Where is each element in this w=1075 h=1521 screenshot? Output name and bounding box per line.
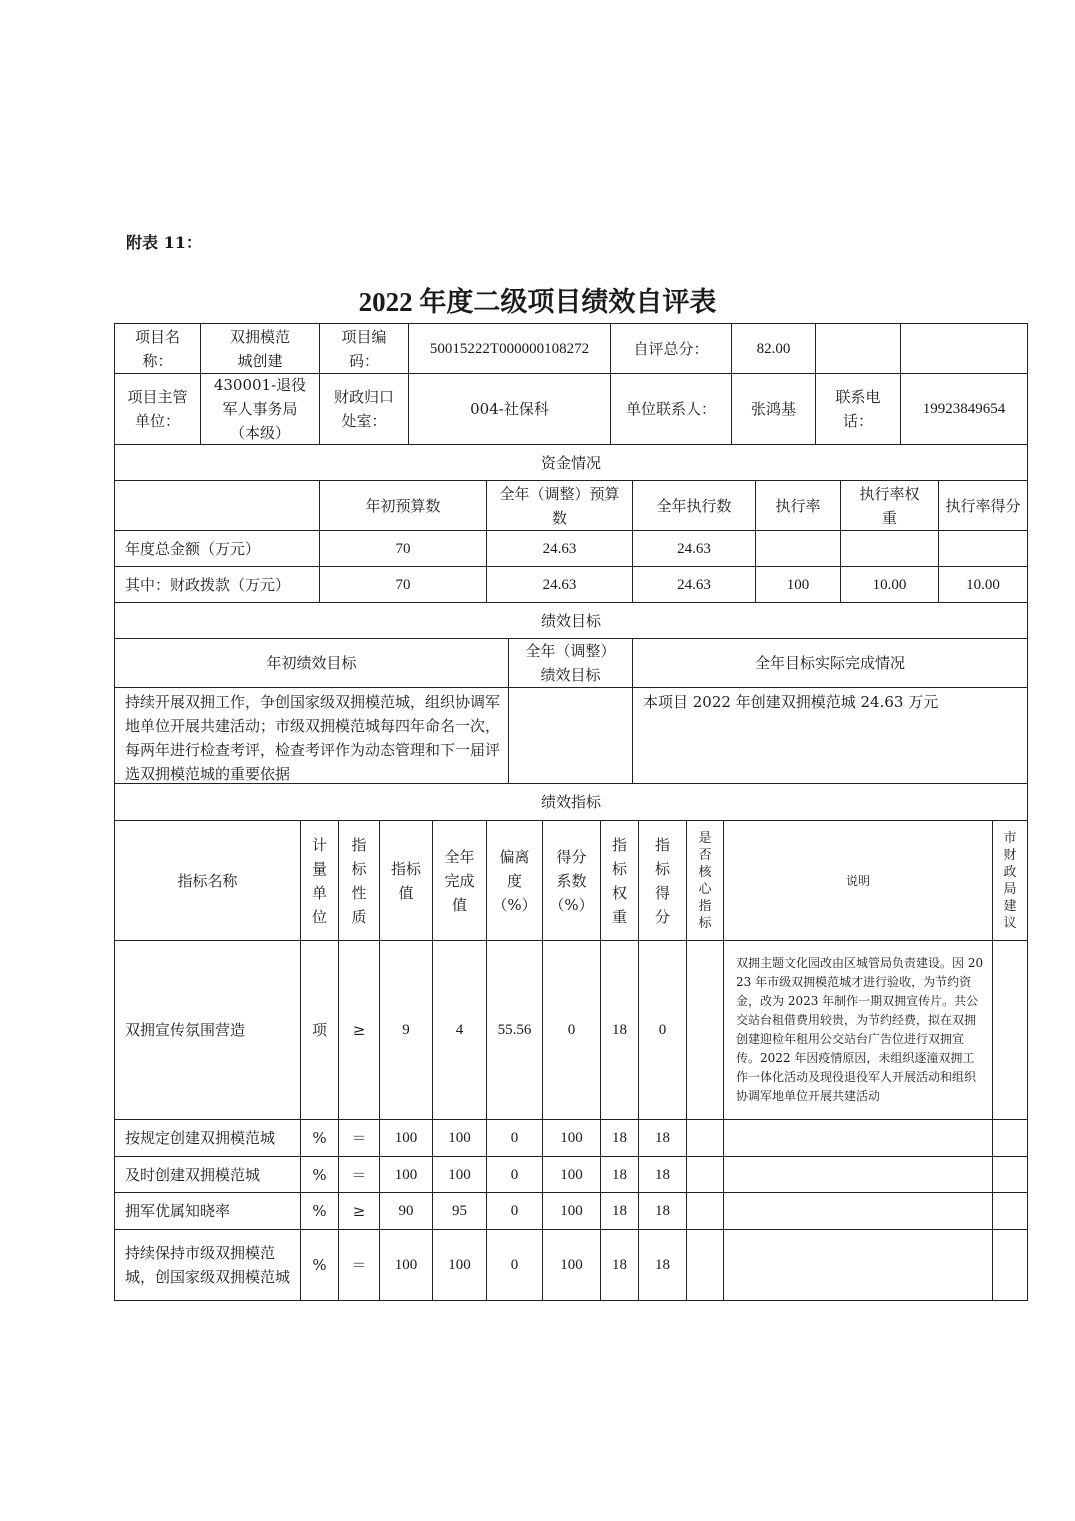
ind-row-value: 100	[394, 1130, 418, 1146]
ind-row-note	[724, 1120, 992, 1156]
contact-value: 张鸿基	[750, 400, 796, 418]
ind-row-suggest	[993, 1193, 1027, 1229]
ind-row-deviation: 0	[510, 1257, 519, 1273]
ind-row-core	[687, 1230, 723, 1300]
indicators-section-title: 绩效指标	[540, 793, 601, 811]
self-score-label: 自评总分：	[633, 339, 709, 358]
self-score-value: 82.00	[756, 340, 791, 357]
ind-row-unit: 项	[311, 1021, 327, 1039]
funds-header-score: 执行率得分	[945, 496, 1021, 515]
ind-row-completed: 100	[448, 1130, 471, 1146]
ind-row-unit: %	[312, 1256, 327, 1274]
funds-row-rate	[756, 531, 840, 566]
ind-row-name: 及时创建双拥模范城	[125, 1165, 261, 1184]
ind-header-value: 指标值	[390, 859, 421, 902]
ind-row-score: 18	[655, 1166, 670, 1183]
ind-row-deviation: 0	[510, 1203, 519, 1219]
ind-row-deviation: 55.56	[497, 1022, 532, 1038]
finance-office-label: 财政归口处室：	[333, 388, 394, 430]
ind-row-suggest	[993, 1157, 1027, 1192]
ind-row-name: 持续保持市级双拥模范城，创国家级双拥模范城	[125, 1244, 291, 1286]
ind-header-score: 指标得分	[654, 835, 670, 926]
ind-row-coef: 100	[560, 1130, 583, 1146]
ind-row-nature: ≥	[352, 1202, 366, 1220]
page-title: 2022 年度二级项目绩效自评表	[358, 287, 717, 317]
ind-row-deviation: 0	[510, 1166, 519, 1183]
ind-row-suggest	[993, 941, 1027, 1119]
ind-row-value: 100	[394, 1257, 418, 1273]
dept-label: 项目主管单位：	[127, 388, 188, 430]
ind-header-nature: 指标性质	[351, 835, 367, 926]
ind-row-unit: %	[312, 1129, 327, 1147]
ind-row-score: 18	[655, 1130, 670, 1146]
project-name-label: 项目名称：	[134, 327, 180, 370]
ind-row-name: 拥军优属知晓率	[125, 1202, 231, 1220]
goals-adjusted-text	[509, 688, 632, 783]
ind-row-score: 0	[658, 1022, 667, 1038]
ind-header-suggest: 市财政局建议	[1003, 830, 1017, 931]
funds-row-score: 10.00	[966, 576, 1000, 593]
ind-row-nature: ＝	[351, 1256, 367, 1274]
phone-value: 19923849654	[922, 401, 1006, 417]
project-code-value: 50015222T000000108272	[429, 340, 590, 357]
goals-initial-text: 持续开展双拥工作，争创国家级双拥模范城，组织协调军地单位开展共建活动；市级双拥模范城每四年命名一次，每两年进行检查考评，检查考评作为动态管理和下一届评选双拥模范城的重要依据	[125, 693, 501, 783]
ind-row-note	[724, 1193, 992, 1229]
goals-header-initial: 年初绩效目标	[266, 654, 357, 672]
funds-header-rate: 执行率	[775, 496, 821, 515]
goals-header-actual: 全年目标实际完成情况	[754, 654, 905, 672]
ind-row-core	[687, 1157, 723, 1192]
ind-row-completed: 100	[448, 1166, 471, 1183]
ind-row-name: 双拥宣传氛围营造	[125, 1021, 246, 1039]
ind-row-weight: 18	[612, 1130, 627, 1146]
attachment-label: 附表 11：	[126, 233, 202, 252]
finance-office-value: 004-社保科	[470, 400, 549, 418]
funds-row-score	[939, 531, 1027, 566]
ind-row-value: 100	[394, 1166, 418, 1183]
dept-value: 430001-退役军人事务局（本级）	[213, 376, 307, 442]
ind-row-suggest	[993, 1120, 1027, 1156]
goals-section-title: 绩效目标	[540, 611, 601, 630]
funds-header-adjusted: 全年（调整）预算数	[499, 484, 620, 527]
ind-row-deviation: 0	[510, 1130, 519, 1146]
ind-row-weight: 18	[612, 1203, 627, 1219]
ind-row-note: 双拥主题文化园改由区城管局负责建设。因 2023 年市级双拥模范城才进行验收，为节约资金，改为 2023 年制作一期双拥宣传片。共公交站台租借费用较贵，为节约经费，拟在双拥创建迎检年租用公交站台广告位进行双拥宣传。2022 年因疫情原因，未组织逐潼双拥工作一体化活动及现役退役军人开展活动和组织协调军地单位开展共建活动	[736, 956, 984, 1103]
ind-row-coef: 0	[567, 1022, 576, 1038]
ind-row-value: 9	[402, 1022, 410, 1038]
ind-row-coef: 100	[560, 1257, 583, 1273]
ind-row-note	[724, 1157, 992, 1192]
ind-row-note	[724, 1230, 992, 1300]
contact-label: 单位联系人：	[625, 400, 716, 418]
ind-row-value: 90	[398, 1203, 414, 1219]
ind-row-completed: 100	[448, 1257, 471, 1273]
ind-row-suggest	[993, 1230, 1027, 1300]
ind-row-nature: ≥	[352, 1021, 366, 1039]
ind-row-unit: %	[312, 1165, 327, 1184]
ind-row-unit: %	[312, 1202, 327, 1220]
ind-row-core	[687, 1193, 723, 1229]
funds-row-adjusted: 24.63	[542, 576, 577, 593]
funds-row-weight	[841, 531, 938, 566]
funds-row-budget: 70	[395, 576, 411, 593]
ind-row-coef: 100	[560, 1166, 583, 1183]
funds-row-label: 其中：财政拨款（万元）	[125, 575, 291, 594]
ind-header-weight: 指标权重	[611, 835, 627, 926]
funds-row-adjusted: 24.63	[542, 540, 577, 557]
project-code-label: 项目编码：	[341, 327, 387, 370]
ind-row-core	[687, 941, 723, 1119]
ind-row-coef: 100	[560, 1203, 583, 1219]
ind-row-name: 按规定创建双拥模范城	[125, 1129, 276, 1147]
ind-row-nature: ＝	[351, 1129, 367, 1147]
ind-row-weight: 18	[612, 1257, 627, 1273]
ind-row-nature: ＝	[351, 1165, 367, 1184]
project-name-value: 双拥模范城创建	[229, 327, 290, 370]
ind-header-note: 说明	[845, 873, 870, 888]
ind-row-core	[687, 1120, 723, 1156]
funds-header-budget: 年初预算数	[365, 496, 441, 515]
ind-header-core: 是否核心指标	[698, 830, 712, 931]
ind-row-score: 18	[655, 1203, 670, 1219]
ind-row-completed: 4	[455, 1022, 464, 1038]
ind-row-weight: 18	[612, 1166, 627, 1183]
funds-row-label: 年度总金额（万元）	[125, 539, 261, 558]
funds-section-title: 资金情况	[540, 453, 601, 472]
funds-row-executed: 24.63	[677, 576, 711, 593]
phone-label: 联系电话：	[835, 388, 881, 430]
ind-header-name: 指标名称	[177, 871, 238, 890]
funds-header-executed: 全年执行数	[656, 496, 732, 515]
ind-header-coef: 得分系数（%）	[549, 847, 594, 914]
funds-row-rate: 100	[786, 576, 810, 593]
ind-row-completed: 95	[452, 1203, 467, 1219]
ind-row-score: 18	[655, 1257, 670, 1273]
goals-header-adjusted: 全年（调整）绩效目标	[525, 642, 616, 684]
ind-header-deviation: 偏离度（%）	[492, 847, 537, 914]
ind-header-unit: 计量单位	[311, 835, 327, 926]
ind-header-completed: 全年完成值	[444, 847, 475, 914]
funds-row-budget: 70	[395, 540, 411, 557]
funds-header-weight: 执行率权重	[859, 484, 920, 527]
funds-row-executed: 24.63	[677, 540, 711, 557]
goals-actual-text: 本项目 2022 年创建双拥模范城 24.63 万元	[643, 693, 939, 711]
funds-row-weight: 10.00	[872, 576, 907, 593]
ind-row-weight: 18	[612, 1022, 627, 1038]
